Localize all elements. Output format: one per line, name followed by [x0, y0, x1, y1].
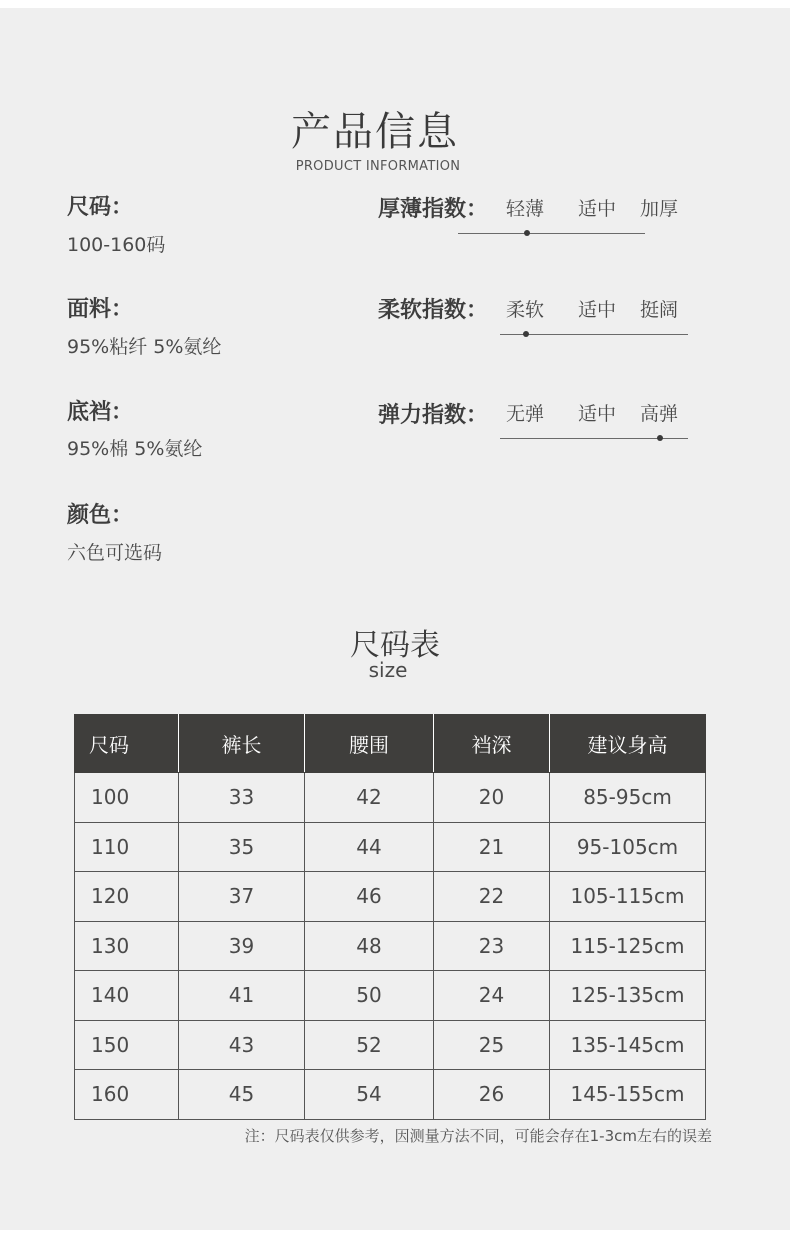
size-table — [74, 714, 706, 1120]
cell-crotch-depth: 24 — [434, 971, 550, 1021]
product-info-page — [0, 8, 790, 1230]
cell-pants-length: 45 — [179, 1070, 305, 1120]
table-row — [75, 971, 706, 1021]
size-table-header — [75, 715, 706, 773]
thickness-indicator — [524, 230, 530, 236]
elasticity-option-none: 无弹 — [506, 403, 545, 425]
thickness-option-medium: 适中 — [578, 198, 617, 220]
cell-waist: 46 — [305, 872, 434, 922]
table-row — [75, 1070, 706, 1120]
thickness-option-thin: 轻薄 — [506, 198, 545, 220]
cell-crotch-depth: 26 — [434, 1070, 550, 1120]
cell-waist: 50 — [305, 971, 434, 1021]
header-size: 尺码 — [75, 715, 179, 773]
table-row — [75, 773, 706, 823]
softness-option-firm: 挺阔 — [640, 299, 679, 321]
cell-pants-length: 43 — [179, 1020, 305, 1070]
cell-waist: 44 — [305, 822, 434, 872]
table-row — [75, 1020, 706, 1070]
softness-option-medium: 适中 — [578, 299, 617, 321]
cell-height: 145-155cm — [550, 1070, 706, 1120]
attr-crotch-label: 底裆： — [67, 400, 134, 425]
attr-fabric-value: 95%粘纤 5%氨纶 — [67, 336, 222, 358]
attr-crotch-value: 95%棉 5%氨纶 — [67, 438, 203, 460]
header-suggested-height: 建议身高 — [550, 715, 706, 773]
cell-pants-length: 39 — [179, 921, 305, 971]
table-row — [75, 872, 706, 922]
cell-height: 125-135cm — [550, 971, 706, 1021]
cell-height: 95-105cm — [550, 822, 706, 872]
header-pants-length: 裤长 — [179, 715, 305, 773]
cell-size: 120 — [75, 872, 179, 922]
attr-size-label: 尺码： — [67, 195, 134, 220]
page-title: 产品信息 — [291, 109, 459, 155]
table-row — [75, 822, 706, 872]
cell-height: 105-115cm — [550, 872, 706, 922]
elasticity-option-high: 高弹 — [640, 403, 679, 425]
cell-pants-length: 41 — [179, 971, 305, 1021]
cell-waist: 54 — [305, 1070, 434, 1120]
elasticity-index-label: 弹力指数： — [378, 403, 489, 428]
measurement-note: 注：尺码表仅供参考，因测量方法不同，可能会存在1-3cm左右的误差 — [244, 1127, 712, 1145]
cell-pants-length: 33 — [179, 773, 305, 823]
cell-pants-length: 35 — [179, 822, 305, 872]
cell-waist: 52 — [305, 1020, 434, 1070]
cell-height: 115-125cm — [550, 921, 706, 971]
size-chart-subtitle: size — [368, 658, 408, 682]
elasticity-indicator — [657, 435, 663, 441]
cell-crotch-depth: 22 — [434, 872, 550, 922]
thickness-option-thick: 加厚 — [640, 198, 679, 220]
cell-size: 140 — [75, 971, 179, 1021]
cell-crotch-depth: 25 — [434, 1020, 550, 1070]
elasticity-option-medium: 适中 — [578, 403, 617, 425]
cell-size: 100 — [75, 773, 179, 823]
table-row — [75, 921, 706, 971]
header-crotch-depth: 裆深 — [434, 715, 550, 773]
thickness-scale — [458, 233, 645, 234]
cell-size: 160 — [75, 1070, 179, 1120]
softness-option-soft: 柔软 — [506, 299, 545, 321]
attr-fabric-label: 面料： — [67, 297, 134, 322]
header-waist: 腰围 — [305, 715, 434, 773]
cell-crotch-depth: 21 — [434, 822, 550, 872]
attr-color-value: 六色可选码 — [67, 542, 163, 564]
cell-waist: 48 — [305, 921, 434, 971]
cell-crotch-depth: 20 — [434, 773, 550, 823]
page-subtitle: PRODUCT INFORMATION — [295, 159, 461, 174]
cell-size: 110 — [75, 822, 179, 872]
cell-height: 85-95cm — [550, 773, 706, 823]
softness-indicator — [523, 331, 529, 337]
cell-height: 135-145cm — [550, 1020, 706, 1070]
cell-crotch-depth: 23 — [434, 921, 550, 971]
size-chart-title: 尺码表 — [350, 628, 440, 663]
cell-size: 130 — [75, 921, 179, 971]
cell-size: 150 — [75, 1020, 179, 1070]
cell-waist: 42 — [305, 773, 434, 823]
softness-index-label: 柔软指数： — [378, 298, 489, 323]
attr-color-label: 颜色： — [67, 503, 134, 528]
attr-size-value: 100-160码 — [67, 234, 166, 256]
thickness-index-label: 厚薄指数： — [378, 197, 489, 222]
cell-pants-length: 37 — [179, 872, 305, 922]
